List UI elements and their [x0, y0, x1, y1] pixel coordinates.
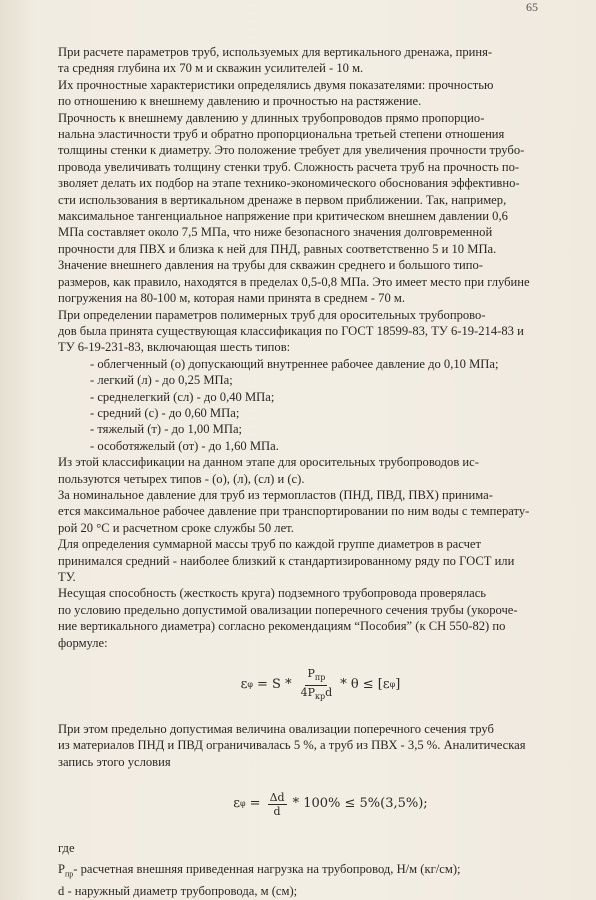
text-line: ТУ.	[58, 570, 76, 584]
formula2-lhs-sub: φ	[240, 799, 246, 809]
paragraphs-block-1	[58, 44, 543, 356]
definition-text: - наружный диаметр трубопровода, м (см);	[64, 883, 298, 898]
formula2-fraction	[268, 791, 287, 818]
formula1-numerator: $P_{пр}$	[305, 667, 327, 685]
text-line: сти использования в вертикальном дренаже в первом приближении. Так, например,	[58, 192, 507, 207]
text-line: При определении параметров полимерных труб для оросительных трубопрово-	[58, 307, 486, 322]
formula1-tail: * θ ≤ [ε	[340, 676, 390, 692]
text-line: Значение внешнего давления на трубы для скважин среднего и большого типо-	[58, 258, 483, 273]
formula2-tail: * 100% ≤ 5%(3,5%);	[292, 796, 428, 812]
text-line: погружения на 80-100 м, которая нами принята в среднем - 70 м.	[58, 291, 406, 306]
formula2-denominator: d	[273, 804, 281, 818]
text-line: формуле:	[58, 635, 108, 650]
list-item: - среднелегкий (сл) - до 0,40 МПа;	[90, 389, 275, 404]
formula1-lhs: ε	[240, 676, 248, 692]
formula1-eq: = S *	[257, 676, 292, 692]
text-line: рой 20 °С и расчетном сроке службы 50 лет.	[58, 520, 294, 535]
text-line: ется максимальное рабочее давление при транспортировании по ним воды с температу-	[58, 504, 530, 519]
paragraphs-block-2	[58, 454, 543, 651]
formula1-fraction	[299, 667, 335, 702]
definition-symbol-sub: пр	[65, 869, 74, 879]
list-item: - тяжелый (т) - до 1,00 МПа;	[90, 422, 243, 437]
text-line: максимальное тангенциальное напряжение при критическом внешнем давлении 0,6	[58, 209, 508, 224]
where-label: где	[58, 841, 75, 856]
text-line: Несущая способность (жесткость круга) подземного трубопровода проверялась	[58, 586, 487, 601]
text-line: МПа составляет около 7,5 МПа, что ниже безопасного значения долговременной	[58, 225, 493, 240]
text-line: принимался средний - наиболее близкий к стандартизированному ряду по ГОСТ или	[58, 553, 515, 568]
formula-ovalization	[58, 663, 543, 707]
formula-condition	[58, 782, 543, 826]
text-line: ние вертикального диаметра) согласно рекомендациям “Пособия” (к СН 550-82) по	[58, 619, 506, 634]
formula1-tail-sub: φ	[389, 679, 396, 689]
text-line: провода увеличивать толщину стенки труб. Сложность расчета труб на прочность по-	[58, 159, 520, 174]
text-line: Из этой классификации на данном этапе для оросительных трубопроводов ис-	[58, 455, 479, 470]
pipe-type-list	[86, 356, 543, 454]
text-line: из материалов ПНД и ПВД ограничивалась 5 %, а труб из ПВХ - 3,5 %. Аналитическая	[58, 738, 526, 753]
paragraphs-block-3	[58, 721, 543, 770]
text-line: дов была принята существующая классификация по ГОСТ 18599-83, ТУ 6-19-214-83 и	[58, 323, 524, 338]
text-line: При этом предельно допустимая величина овализации поперечного сечения труб	[58, 722, 494, 737]
definitions-list	[58, 861, 543, 900]
text-line: по условию предельно допустимой овализации поперечного сечения трубы (укороче-	[58, 602, 518, 617]
formula1-denominator: $4P_{кр}d$	[300, 685, 333, 701]
text-line: та средняя глубина их 70 м и скважин усилителей - 10 м.	[58, 61, 364, 76]
list-item: - облегченный (о) допускающий внутреннее рабочее давление до 0,10 МПа;	[90, 356, 499, 371]
text-line: нальна эластичности труб и обратно пропорциональна третьей степени отношения	[58, 127, 505, 142]
text-line: по отношению к внешнему давлению и прочностью на растяжение.	[58, 94, 422, 109]
definition-symbol: P	[58, 861, 66, 876]
text-line: размеров, как правило, находятся в пределах 0,5-0,8 МПа. Это имеет место при глубине	[58, 274, 530, 289]
text-line: пользуются четырех типов - (о), (л), (сл) и (с).	[58, 471, 305, 486]
formula1-tail-end: ]	[395, 676, 401, 692]
formula2-eq: =	[249, 796, 261, 812]
list-item: - особотяжелый (от) - до 1,60 МПа.	[90, 438, 279, 453]
list-item: - легкий (л) - до 0,25 МПа;	[90, 373, 233, 388]
definition-item	[58, 861, 543, 883]
formula2-numerator: Δd	[269, 790, 285, 804]
text-line: зволяет делать их подбор на этапе технико-экономического обоснования эффективно-	[58, 176, 520, 191]
text-line: Для определения суммарной массы труб по каждой группе диаметров в расчет	[58, 537, 482, 552]
formula2-lhs: ε	[233, 796, 241, 812]
text-line: За номинальное давление для труб из термопластов (ПНД, ПВД, ПВХ) принима-	[58, 487, 493, 502]
definition-text: - расчетная внешняя приведенная нагрузка на трубопровод, Н/м (кг/см);	[73, 861, 461, 876]
definition-symbol: d	[58, 883, 65, 898]
list-item: - средний (с) - до 0,60 МПа;	[90, 405, 240, 420]
text-line: При расчете параметров труб, используемых для вертикального дренажа, приня-	[58, 45, 493, 59]
text-line: ТУ 6-19-231-83, включающая шесть типов:	[58, 340, 291, 355]
text-line: Прочность к внешнему давлению у длинных трубопроводов прямо пропорцио-	[58, 110, 485, 125]
text-line: толщины стенки к диаметру. Это положение требует для увеличения прочности трубо-	[58, 143, 525, 158]
text-line: запись этого условия	[58, 754, 171, 769]
page-number: 65	[526, 0, 538, 14]
formula1-lhs-sub: φ	[247, 679, 254, 689]
page-text	[58, 44, 543, 900]
definition-item	[58, 883, 543, 900]
text-line: Их прочностные характеристики определялись двумя показателями: прочностью	[58, 77, 494, 92]
text-line: прочности для ПВХ и близка к ней для ПНД, равных соответственно 5 и 10 МПа.	[58, 241, 497, 256]
